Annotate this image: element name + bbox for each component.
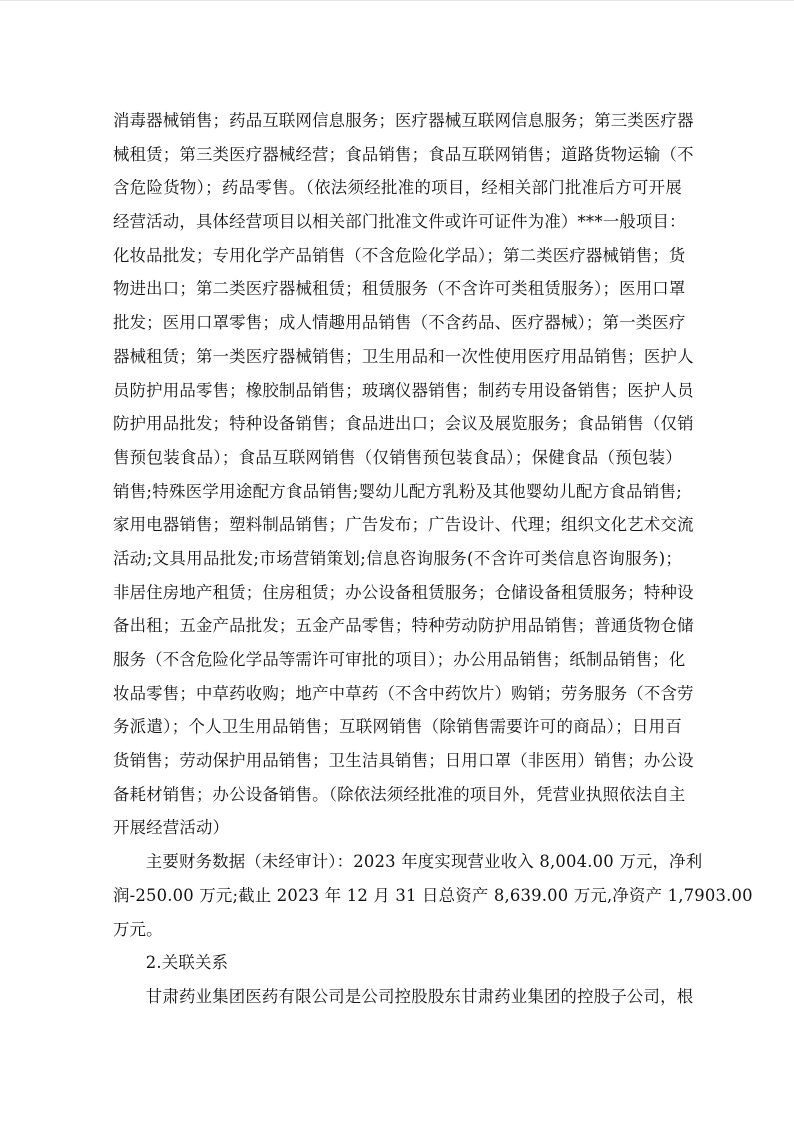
text-line: 务派遣）；个人卫生用品销售；互联网销售（除销售需要许可的商品）；日用百 [113,717,682,737]
page-top-edge [0,0,794,1]
text-line: 化妆品批发；专用化学产品销售（不含危险化学品）；第二类医疗器械销售；货 [113,245,686,265]
text-line: 主要财务数据（未经审计）：2023 年度实现营业收入 8,004.00 万元，净利 [145,852,703,872]
text-line: 活动;文具用品批发;市场营销策划;信息咨询服务(不含许可类信息咨询服务)； [113,548,682,568]
text-line: 含危险货物）；药品零售。（依法须经批准的项目，经相关部门批准后方可开展 [113,178,682,198]
text-line: 售预包装食品）；食品互联网销售（仅销售预包装食品）；保健食品（预包装） [113,447,682,467]
text-line: 批发；医用口罩零售；成人情趣用品销售（不含药品、医疗器械）；第一类医疗 [113,313,686,333]
body-text [113,104,753,1014]
text-line: 货销售；劳动保护用品销售；卫生洁具销售；日用口罩（非医用）销售；办公设 [113,751,694,771]
text-line: 经营活动，具体经营项目以相关部门批准文件或许可证件为准）***一般项目： [113,212,686,232]
text-line: 润-250.00 万元;截止 2023 年 12 月 31 日总资产 8,639.00 万元,净资产 1,7903.00 [113,885,753,905]
section-heading-line: 2.关联关系 [145,953,229,973]
paragraph-financial-data [113,845,753,946]
text-line: 物进出口；第二类医疗器械租赁；租赁服务（不含许可类租赁服务）；医用口罩 [113,279,686,299]
text-line: 备出租；五金产品批发；五金产品零售；特种劳动防护用品销售；普通货物仓储 [113,616,694,636]
text-line: 销售;特殊医学用途配方食品销售;婴幼儿配方乳粉及其他婴幼儿配方食品销售; [113,481,682,501]
text-line: 器械租赁；第一类医疗器械销售；卫生用品和一次性使用医疗用品销售；医护人 [113,346,694,366]
paragraph-business-scope [113,104,694,845]
text-line: 服务（不含危险化学品等需许可审批的项目）；办公用品销售；纸制品销售；化 [113,650,686,669]
text-line: 妆品零售；中草药收购；地产中草药（不含中药饮片）购销；劳务服务（不含劳 [113,683,694,703]
text-line: 备耗材销售；办公设备销售。（除依法须经批准的项目外，凭营业执照依法自主 [113,784,686,804]
text-line: 万元。 [113,919,163,939]
text-line: 甘肃药业集团医药有限公司是公司控股股东甘肃药业集团的控股子公司，根 [145,986,694,1006]
paragraph-related-relationship [113,980,694,1014]
text-line: 械租赁；第三类医疗器械经营；食品销售；食品互联网销售；道路货物运输（不 [113,144,694,164]
section-heading-related-relationship [113,946,682,980]
text-line: 防护用品批发；特种设备销售；食品进出口；会议及展览服务；食品销售（仅销 [113,414,694,434]
text-line: 开展经营活动） [113,818,230,838]
text-line: 家用电器销售；塑料制品销售；广告发布；广告设计、代理；组织文化艺术交流 [113,515,694,535]
text-line: 员防护用品零售；橡胶制品销售；玻璃仪器销售；制药专用设备销售；医护人员 [113,380,694,400]
text-line: 非居住房地产租赁；住房租赁；办公设备租赁服务；仓储设备租赁服务；特种设 [113,582,694,602]
text-line: 消毒器械销售；药品互联网信息服务；医疗器械互联网信息服务；第三类医疗器 [113,111,694,130]
